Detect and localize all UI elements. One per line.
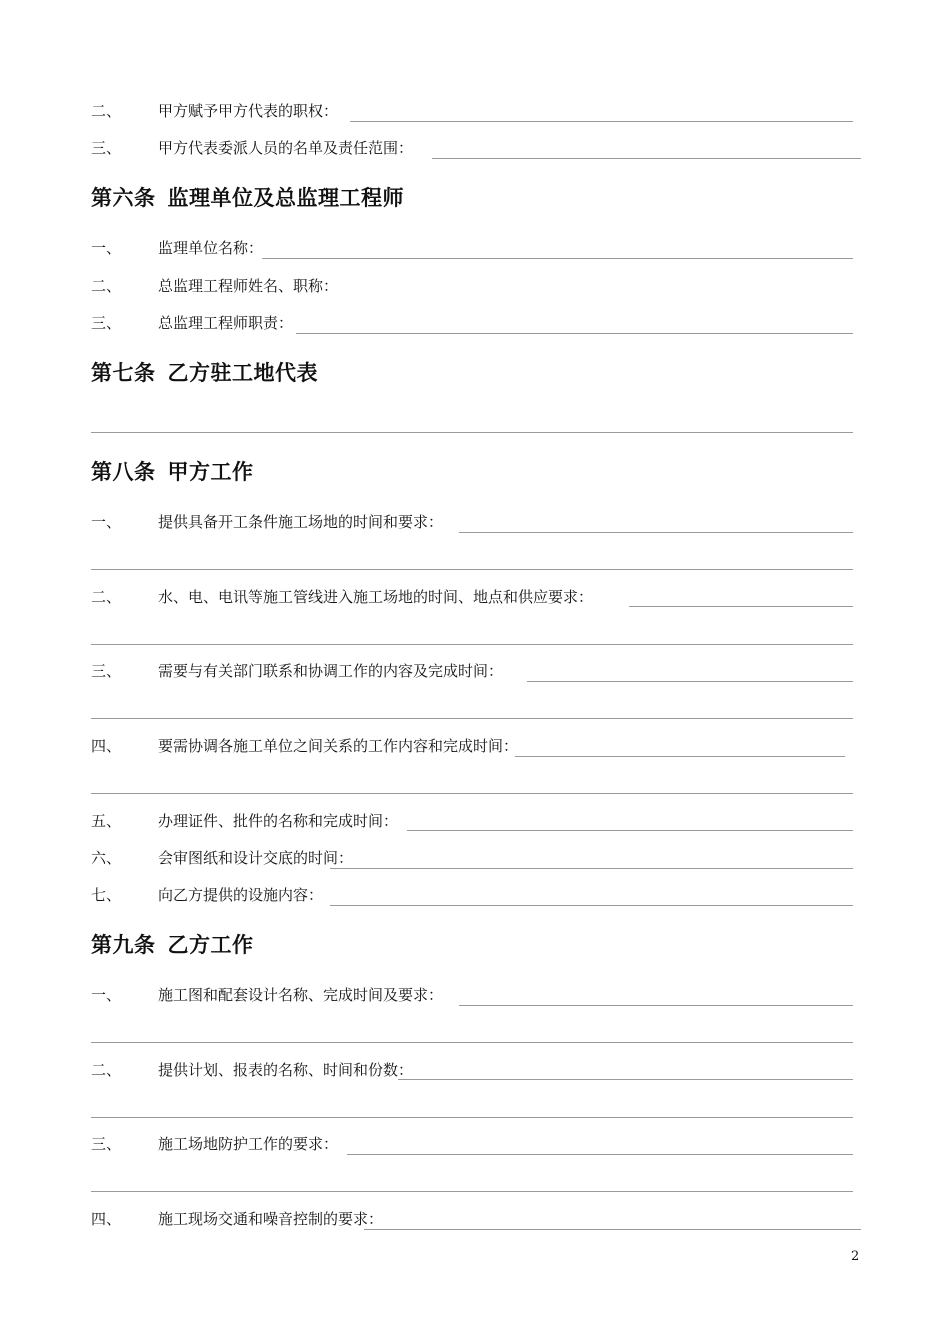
item-number: 二、	[91, 277, 122, 295]
item-text: 向乙方提供的设施内容：	[158, 886, 324, 904]
item-text: 监理单位名称：	[158, 239, 264, 257]
item-text: 施工图和配套设计名称、完成时间及要求：	[158, 986, 444, 1004]
item-number: 三、	[91, 662, 122, 680]
item-text: 总监理工程师职责：	[158, 314, 294, 332]
item-number: 三、	[91, 314, 122, 332]
section-number: 第七条	[91, 360, 156, 385]
item-number: 二、	[91, 1061, 122, 1079]
item-text: 施工场地防护工作的要求：	[158, 1135, 339, 1153]
section-title: 监理单位及总监理工程师	[167, 185, 404, 210]
fill-in-line[interactable]	[330, 868, 853, 869]
fill-in-line[interactable]	[91, 569, 853, 570]
fill-in-line[interactable]	[459, 1005, 853, 1006]
fill-in-line[interactable]	[398, 1079, 853, 1080]
fill-in-line[interactable]	[91, 1117, 853, 1118]
fill-in-line[interactable]	[407, 830, 853, 831]
fill-in-line[interactable]	[350, 121, 853, 122]
section-heading	[91, 459, 254, 485]
section-title: 乙方驻工地代表	[167, 360, 318, 385]
section-number: 第六条	[91, 185, 156, 210]
item-number: 四、	[91, 737, 122, 755]
item-text: 总监理工程师姓名、职称：	[158, 277, 339, 295]
fill-in-line[interactable]	[91, 644, 853, 645]
item-number: 五、	[91, 812, 122, 830]
section-heading	[91, 185, 404, 211]
item-text: 提供计划、报表的名称、时间和份数：	[158, 1061, 414, 1079]
item-text: 施工现场交通和噪音控制的要求：	[158, 1210, 384, 1228]
section-number: 第八条	[91, 459, 156, 484]
fill-in-line[interactable]	[91, 1042, 853, 1043]
item-number: 四、	[91, 1210, 122, 1228]
item-text: 办理证件、批件的名称和完成时间：	[158, 812, 399, 830]
fill-in-line[interactable]	[91, 793, 853, 794]
item-number: 二、	[91, 102, 122, 120]
section-heading	[91, 932, 254, 958]
item-text: 要需协调各施工单位之间关系的工作内容和完成时间：	[158, 737, 519, 755]
item-text: 需要与有关部门联系和协调工作的内容及完成时间：	[158, 662, 504, 680]
fill-in-line[interactable]	[629, 606, 853, 607]
item-number: 一、	[91, 513, 122, 531]
page-number: 2	[851, 1249, 860, 1264]
item-text: 甲方代表委派人员的名单及责任范围：	[158, 139, 414, 157]
fill-in-line[interactable]	[296, 333, 853, 334]
fill-in-line[interactable]	[515, 756, 845, 757]
section-heading	[91, 360, 318, 386]
item-number: 七、	[91, 886, 122, 904]
item-number: 六、	[91, 849, 122, 867]
item-number: 三、	[91, 139, 122, 157]
fill-in-line[interactable]	[330, 905, 853, 906]
item-text: 水、电、电讯等施工管线进入施工场地的时间、地点和供应要求：	[158, 588, 594, 606]
fill-in-line[interactable]	[364, 1229, 861, 1230]
item-number: 一、	[91, 986, 122, 1004]
fill-in-line[interactable]	[91, 718, 853, 719]
item-text: 提供具备开工条件施工场地的时间和要求：	[158, 513, 444, 531]
fill-in-line[interactable]	[527, 681, 853, 682]
fill-in-line[interactable]	[262, 258, 853, 259]
fill-in-line[interactable]	[459, 532, 853, 533]
fill-in-line[interactable]	[91, 1191, 853, 1192]
item-number: 一、	[91, 239, 122, 257]
fill-in-line[interactable]	[91, 432, 853, 433]
item-number: 三、	[91, 1135, 122, 1153]
section-number: 第九条	[91, 932, 156, 957]
item-text: 会审图纸和设计交底的时间：	[158, 849, 354, 867]
section-title: 甲方工作	[167, 459, 254, 484]
fill-in-line[interactable]	[347, 1154, 853, 1155]
item-text: 甲方赋予甲方代表的职权：	[158, 102, 339, 120]
fill-in-line[interactable]	[432, 158, 861, 159]
section-title: 乙方工作	[167, 932, 254, 957]
item-number: 二、	[91, 588, 122, 606]
